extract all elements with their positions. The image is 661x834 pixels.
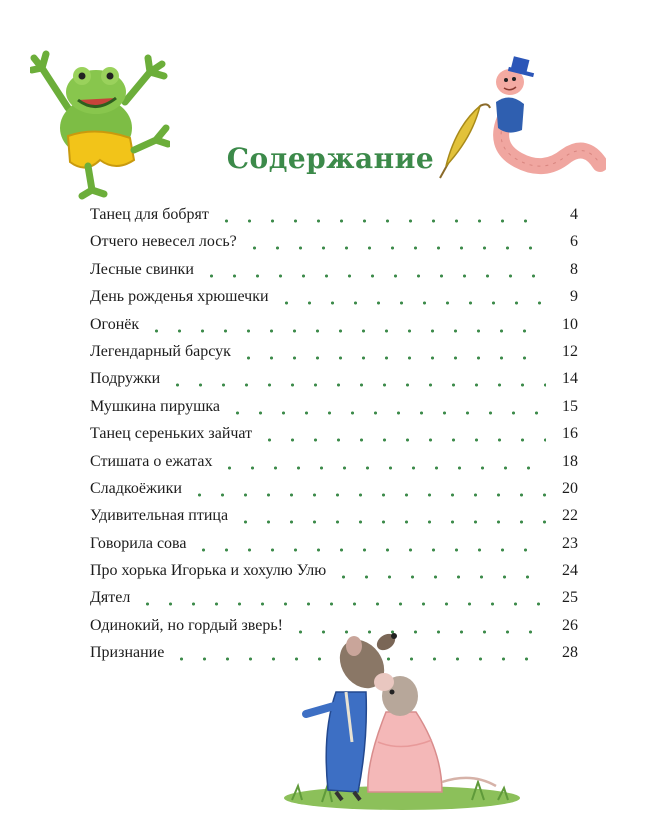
toc-entry[interactable]	[90, 342, 578, 369]
toc-entry-page: 24	[562, 562, 578, 580]
toc-entry[interactable]	[90, 260, 578, 287]
toc-entry-page: 14	[562, 370, 578, 388]
toc-entry-title: Про хорька Игорька и хохулю Улю	[90, 562, 327, 580]
mice-couple-illustration	[282, 622, 522, 812]
toc-entry-page: 15	[562, 397, 578, 415]
dot-leader	[218, 452, 546, 472]
toc-entry-title: Говорила сова	[90, 534, 187, 552]
toc-entry-page: 10	[562, 315, 578, 333]
dot-leader	[136, 588, 546, 608]
toc-entry-page: 4	[570, 206, 578, 223]
toc-entry[interactable]	[90, 232, 578, 259]
toc-entry-title: День рожденья хрюшечки	[90, 288, 269, 306]
dot-leader	[192, 534, 546, 554]
toc-entry-title: Сладкоёжики	[90, 479, 182, 497]
toc-entry-title: Мушкина пирушка	[90, 397, 221, 415]
dot-leader	[332, 561, 546, 581]
dot-leader	[243, 232, 546, 252]
toc-entry-page: 25	[562, 589, 578, 607]
toc-entry-title: Лесные свинки	[90, 260, 194, 278]
toc-entry-page: 26	[562, 616, 578, 634]
toc-entry[interactable]	[90, 424, 578, 451]
dot-leader	[258, 424, 546, 444]
toc-entry-title: Дятел	[90, 589, 131, 607]
toc-entry-title: Огонёк	[90, 315, 140, 333]
dot-leader	[200, 260, 546, 280]
toc-entry-title: Подружки	[90, 370, 161, 388]
toc-entry[interactable]	[90, 287, 578, 314]
toc-entry-title: Танец сереньких зайчат	[90, 425, 253, 443]
toc-entry-title: Танец для бобрят	[90, 206, 209, 223]
toc-entry-page: 16	[562, 425, 578, 443]
toc-entry-page: 18	[562, 452, 578, 470]
dot-leader	[215, 205, 546, 225]
toc-entry-title: Одинокий, но гордый зверь!	[90, 616, 283, 634]
toc-entry-title: Легендарный барсук	[90, 342, 231, 360]
toc-entry[interactable]	[90, 588, 578, 615]
toc-entry[interactable]	[90, 534, 578, 561]
toc-entry[interactable]	[90, 205, 578, 232]
toc-entry-page: 6	[570, 233, 578, 251]
toc-entry-page: 20	[562, 479, 578, 497]
toc-entry-page: 12	[562, 342, 578, 360]
toc-entry[interactable]	[90, 506, 578, 533]
worm-illustration	[436, 56, 606, 186]
dot-leader	[226, 397, 546, 417]
toc-entry-title: Признание	[90, 644, 165, 662]
dot-leader	[145, 315, 546, 335]
dot-leader	[188, 479, 546, 499]
toc-entry-page: 9	[570, 288, 578, 306]
toc-entry[interactable]	[90, 479, 578, 506]
dot-leader	[234, 506, 546, 526]
toc-entry[interactable]	[90, 397, 578, 424]
toc-entry[interactable]	[90, 452, 578, 479]
toc-entry[interactable]	[90, 315, 578, 342]
toc-entry[interactable]	[90, 561, 578, 588]
toc-entry-page: 22	[562, 507, 578, 525]
dot-leader	[275, 287, 546, 307]
toc-entry-page: 23	[562, 534, 578, 552]
toc-entry-page: 8	[570, 260, 578, 278]
toc-entry-page: 28	[562, 644, 578, 662]
toc-entry-title: Отчего невесел лось?	[90, 233, 237, 251]
dot-leader	[237, 342, 546, 362]
toc-entry-title: Стишата о ежатах	[90, 452, 213, 470]
dot-leader	[166, 369, 546, 389]
table-of-contents	[90, 205, 578, 671]
toc-entry-title: Удивительная птица	[90, 507, 229, 525]
frog-illustration	[30, 40, 170, 200]
page-title: Содержание	[226, 141, 435, 175]
toc-entry[interactable]	[90, 369, 578, 396]
